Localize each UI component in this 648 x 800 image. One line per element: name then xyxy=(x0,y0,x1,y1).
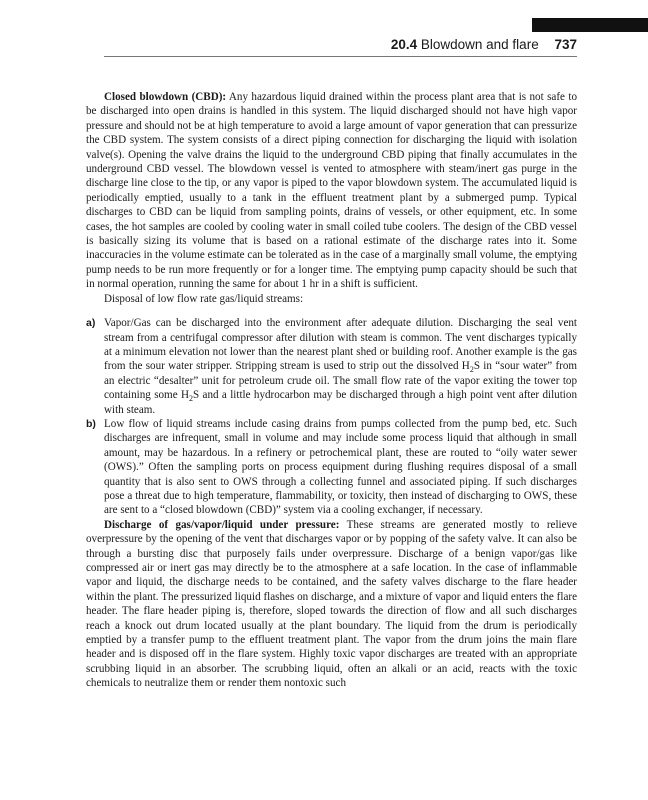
paragraph-lead: Discharge of gas/vapor/liquid under pressure: xyxy=(104,518,340,531)
running-header xyxy=(104,34,577,57)
list-item-text: Low flow of liquid streams include casing drains from pumps collected from the pump bed, etc. Such discharges are infrequent, small in volume and may include some process liquid that although in small amount, may be hazardous. In a refinery or petrochemical plant, these are routed to “oily water sewer (OWS).” Often the sampling ports on process equipment during flushing requires disposal of a small quantity that is also sent to OWS through a collecting funnel and associated piping. If such discharges pose a threat due to high temperature, flammability, or toxicity, then instead of discharging to OWS, these are sent to a “closed blowdown (CBD)” system via a cooling exchanger, if necessary. xyxy=(104,417,577,517)
paragraph-text: These streams are generated mostly to relieve overpressure by the opening of the vent that discharges vapor or by popping of the safety valve. It can also be through a bursting disc that purposely fails under overpressure. Discharge of a benign vapor/gas like compressed air or inert gas may directly be to the atmosphere at a safe location. In the case of inflammable vapor and liquid, the discharge needs to be contained, and the safety valves discharge to the flare header within the plant. The pressurized liquid flashes on discharge, and a mixture of vapor and liquid enters the flare header. The flare header piping is, therefore, sloped towards the direction of flow and all such discharges reach a knock out drum located usually at the plant boundary. The liquid from the drum is periodically emptied by a transfer pump to the effluent treatment plant. The vapor from the drum joins the main flare header and is disposed off in the flare system. Highly toxic vapor discharges are treated with an appropriate scrubbing liquid in an absorber. The scrubbing liquid, often an alkali or an acid, reacts with the toxic chemicals to neutralize them or render them nontoxic such xyxy=(86,518,577,690)
list-item-text xyxy=(104,316,577,417)
paragraph-text: Any hazardous liquid drained within the process plant area that is not safe to be discharged into open drains is handled in this system. The liquid discharged should not have high vapor pressure and should not be at high temperature to avoid a large amount of vapor generation that can pressurize the CBD system. The system consists of a direct piping connection for discharging the liquid with isolation valve(s). Opening the valve drains the liquid to the underground CBD piping that finally accumulates in the underground CBD vessel. The blowdown vessel is vented to atmosphere with steam/inert gas purge in the discharge line close to the tip, or any vapor is piped to the vapor blowdown system. The accumulated liquid is periodically emptied, usually to a tank in the effluent treatment plant by a submerged pump. Typical discharges to CBD can be liquid from sampling points, drains of vessels, or other equipment, etc. In some cases, the hot samples are cooled by cooling water in small coiled tube coolers. The design of the CBD vessel is basically sizing its volume that is based on a rational estimate of the discharge rates into it. Some inaccuracies in the volume estimate can be tolerated as in the case of a marginally small volume, the emptying pump needs to be run more frequently or for a longer time. The emptying pump capacity should be such that in normal operation, running the same for about 1 hr in a shift is sufficient. xyxy=(86,91,578,291)
list-item-b xyxy=(86,417,577,518)
paragraph-lead: Closed blowdown (CBD): xyxy=(104,91,227,103)
text-segment: S and a little hydrocarbon may be discharged through a high point vent after dilution with steam. xyxy=(104,389,577,416)
page-body xyxy=(86,90,577,691)
text-segment: Vapor/Gas can be discharged into the environment after adequate dilution. Discharging the seal vent stream from a centrifugal compressor after dilution with steam is common. The vent discharges typically at a minimum elevation not lower than the nearest plant shed or building roof. Another example is the gas from the sour water stripper. Stripping stream is used to strip out the dissolved H xyxy=(104,317,577,373)
section-title: Blowdown and flare xyxy=(420,37,539,52)
list-item-a xyxy=(86,316,577,417)
paragraph-disposal-intro: Disposal of low flow rate gas/liquid streams: xyxy=(104,292,304,305)
paragraph-pressure-discharge xyxy=(86,518,577,691)
list-label: b) xyxy=(86,417,96,430)
page-number: 737 xyxy=(554,37,577,52)
subscript: 2 xyxy=(189,394,193,404)
text-segment: S in “sour water” from an electric “desalter” unit for petroleum crude oil. The small flow rate of the vapor exiting the tower top containing some H xyxy=(104,360,578,402)
subscript: 2 xyxy=(469,365,474,375)
section-number: 20.4 xyxy=(390,37,418,52)
list-label: a) xyxy=(86,317,96,330)
paragraph-closed-blowdown xyxy=(86,90,577,292)
header-bar-decoration xyxy=(532,18,648,32)
